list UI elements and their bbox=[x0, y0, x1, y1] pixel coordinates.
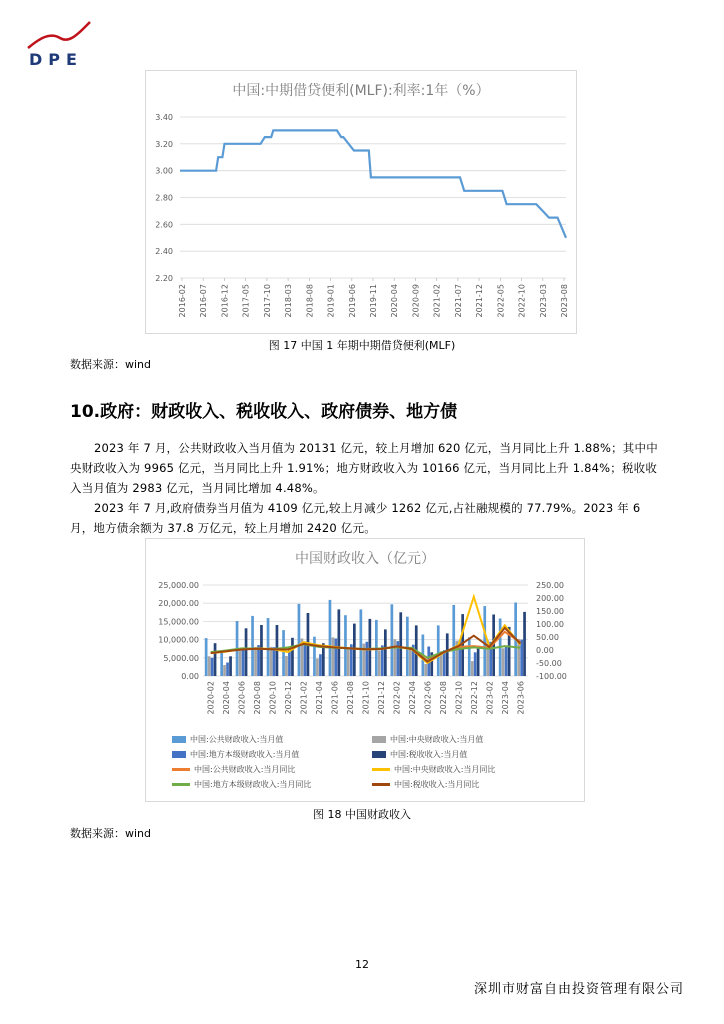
bar bbox=[505, 646, 508, 676]
x-tick-label: 2020-04 bbox=[390, 284, 400, 318]
x-tick-label: 2020-10 bbox=[268, 681, 278, 715]
fiscal-revenue-chart-svg bbox=[146, 539, 584, 801]
bar bbox=[332, 637, 335, 676]
y-right-tick-label: -50.00 bbox=[536, 659, 562, 668]
y-tick-label: 2.40 bbox=[155, 247, 173, 257]
x-tick-label: 2022-10 bbox=[454, 681, 464, 715]
legend-item bbox=[372, 734, 483, 745]
mlf-rate-chart bbox=[145, 70, 577, 334]
x-tick-label: 2021-07 bbox=[453, 284, 463, 318]
x-tick-label: 2022-06 bbox=[423, 681, 433, 715]
y-right-tick-label: 50.00 bbox=[536, 633, 559, 642]
bar bbox=[344, 615, 347, 676]
bar bbox=[313, 637, 316, 676]
y-left-tick-label: 0.00 bbox=[181, 672, 199, 681]
bar bbox=[424, 664, 427, 676]
x-tick-label: 2021-08 bbox=[346, 681, 356, 715]
x-tick-label: 2021-02 bbox=[299, 681, 309, 715]
y-tick-label: 2.80 bbox=[155, 193, 173, 203]
chart-title: 中国财政收入（亿元） bbox=[295, 551, 435, 567]
legend-item bbox=[372, 749, 467, 760]
bar bbox=[502, 648, 505, 676]
bar bbox=[282, 630, 285, 676]
legend-item bbox=[172, 764, 295, 775]
y-right-tick-label: 250.00 bbox=[536, 581, 564, 590]
bar bbox=[437, 625, 440, 676]
figure-18-source: 数据来源：wind bbox=[70, 827, 152, 840]
bar bbox=[285, 656, 288, 676]
legend-item bbox=[172, 749, 299, 760]
x-tick-label: 2016-12 bbox=[220, 284, 230, 318]
x-tick-label: 2023-02 bbox=[485, 681, 495, 715]
bar bbox=[399, 612, 402, 676]
y-tick-label: 3.00 bbox=[155, 166, 173, 176]
x-tick-label: 2016-02 bbox=[178, 284, 187, 318]
x-tick-label: 2023-08 bbox=[560, 284, 569, 318]
legend-line-swatch bbox=[372, 768, 390, 771]
y-left-tick-label: 10,000.00 bbox=[158, 635, 199, 645]
figure-18-caption: 图 18 中国财政收入 bbox=[313, 808, 411, 821]
x-tick-label: 2022-12 bbox=[469, 681, 479, 715]
y-right-tick-label: 200.00 bbox=[536, 594, 564, 603]
x-tick-label: 2022-08 bbox=[438, 681, 448, 715]
section-title: 10.政府：财政收入、税收收入、政府债券、地方债 bbox=[70, 402, 458, 422]
legend-line-swatch bbox=[172, 768, 190, 771]
bar bbox=[347, 647, 350, 676]
x-tick-label: 2020-02 bbox=[206, 681, 216, 715]
bar bbox=[229, 656, 232, 676]
bar bbox=[242, 648, 245, 676]
company-logo-text: DPE bbox=[29, 50, 83, 69]
y-left-tick-label: 25,000.00 bbox=[158, 581, 199, 590]
y-right-tick-label: 100.00 bbox=[536, 620, 564, 629]
bar bbox=[329, 600, 332, 676]
fiscal-revenue-chart bbox=[145, 538, 585, 802]
bar bbox=[391, 604, 394, 676]
x-tick-label: 2022-10 bbox=[517, 284, 527, 318]
x-tick-label: 2021-02 bbox=[432, 284, 442, 318]
bar bbox=[214, 643, 217, 676]
bar bbox=[298, 604, 301, 676]
x-tick-label: 2020-04 bbox=[222, 681, 232, 715]
y-tick-label: 3.20 bbox=[155, 139, 173, 149]
legend-label: 中国:税收收入:当月值 bbox=[390, 750, 468, 759]
x-tick-label: 2019-11 bbox=[369, 284, 378, 318]
x-tick-label: 2022-04 bbox=[407, 681, 417, 715]
x-tick-label: 2020-08 bbox=[253, 681, 263, 715]
y-right-tick-label: 150.00 bbox=[536, 607, 564, 616]
bar bbox=[304, 641, 307, 676]
legend-label: 中国:中央财政收入:当月同比 bbox=[394, 765, 496, 774]
bar bbox=[291, 638, 294, 676]
x-tick-label: 2017-05 bbox=[241, 284, 251, 318]
page-number: 12 bbox=[355, 958, 369, 971]
bar bbox=[446, 633, 449, 676]
bar bbox=[477, 646, 480, 676]
bar bbox=[226, 663, 229, 677]
y-tick-label: 2.60 bbox=[155, 220, 173, 230]
y-tick-label: 2.20 bbox=[155, 274, 173, 283]
mlf-rate-chart-svg bbox=[146, 71, 576, 333]
y-left-tick-label: 15,000.00 bbox=[158, 617, 199, 627]
bar bbox=[316, 659, 319, 677]
footer-company-name: 深圳市财富自由投资管理有限公司 bbox=[473, 982, 684, 997]
bar bbox=[468, 637, 471, 676]
x-tick-label: 2023-06 bbox=[516, 681, 526, 715]
y-left-tick-label: 5,000.00 bbox=[163, 653, 199, 663]
legend-item bbox=[372, 764, 495, 775]
bar bbox=[239, 649, 242, 676]
mlf-rate-line bbox=[180, 130, 566, 237]
legend-bar-swatch bbox=[172, 751, 186, 758]
x-tick-label: 2016-07 bbox=[199, 284, 209, 318]
bar bbox=[443, 650, 446, 676]
x-tick-label: 2021-10 bbox=[361, 681, 371, 715]
bar bbox=[220, 652, 223, 676]
bar bbox=[474, 652, 477, 676]
bar bbox=[409, 648, 412, 676]
legend-bar-swatch bbox=[372, 751, 386, 758]
y-right-tick-label: -100.00 bbox=[536, 672, 567, 681]
x-tick-label: 2019-06 bbox=[347, 284, 357, 318]
figure-17-caption: 图 17 中国 1 年期中期借贷便利(MLF) bbox=[268, 339, 456, 352]
x-tick-label: 2023-04 bbox=[500, 681, 510, 715]
x-tick-label: 2021-12 bbox=[376, 681, 386, 715]
bar bbox=[254, 647, 257, 676]
bar bbox=[360, 609, 363, 676]
legend-bar-swatch bbox=[172, 736, 186, 743]
bar bbox=[205, 638, 208, 676]
legend-item bbox=[172, 779, 311, 790]
bar bbox=[251, 616, 254, 676]
x-tick-label: 2018-08 bbox=[305, 284, 315, 318]
bar bbox=[288, 650, 291, 676]
bar bbox=[208, 656, 211, 676]
legend-line-swatch bbox=[172, 783, 190, 786]
bar bbox=[267, 618, 270, 676]
legend-label: 中国:税收收入:当月同比 bbox=[394, 780, 480, 789]
bar bbox=[319, 654, 322, 676]
y-right-tick-label: 0.00 bbox=[536, 646, 554, 655]
x-tick-label: 2017-10 bbox=[262, 284, 272, 318]
y-left-tick-label: 20,000.00 bbox=[158, 599, 199, 609]
bar bbox=[394, 639, 397, 676]
legend-label: 中国:公共财政收入:当月同比 bbox=[194, 765, 296, 774]
bar bbox=[211, 658, 214, 676]
legend-line-swatch bbox=[372, 783, 390, 786]
x-tick-label: 2021-06 bbox=[330, 681, 340, 715]
legend-label: 中国:公共财政收入:当月值 bbox=[190, 735, 284, 744]
legend-item bbox=[372, 779, 479, 790]
bar bbox=[338, 609, 341, 676]
bar bbox=[452, 605, 455, 676]
x-tick-label: 2020-09 bbox=[411, 284, 421, 318]
bar bbox=[483, 606, 486, 676]
x-tick-label: 2019-01 bbox=[326, 284, 336, 318]
bar bbox=[378, 651, 381, 677]
x-tick-label: 2020-06 bbox=[237, 681, 247, 715]
y-tick-label: 3.40 bbox=[155, 113, 173, 122]
x-tick-label: 2023-03 bbox=[538, 284, 548, 318]
bar bbox=[406, 617, 409, 676]
bar bbox=[471, 661, 474, 676]
bar bbox=[520, 640, 523, 676]
bar bbox=[223, 665, 226, 676]
paragraph-fiscal-revenue: 2023 年 7 月，公共财政收入当月值为 20131 亿元，较上月增加 620 亿元，当月同比上升 1.88%；其中中央财政收入为 9965 亿元，当月同比上升 1.91%；地方财政收入为 10166 亿元，当月同比上升 1.84%；税收收入当月值为 2983 亿元，当月同比增加 4.48%。 bbox=[70, 441, 658, 495]
x-tick-label: 2021-04 bbox=[315, 681, 325, 715]
bar bbox=[366, 642, 369, 676]
bar bbox=[381, 645, 384, 676]
paragraph-government-bonds: 2023 年 7 月,政府债券当月值为 4109 亿元,较上月减少 1262 亿元,占社融规模的 77.79%。2023 年 6 月，地方债余额为 37.8 万亿元，较上月增加 2420 亿元。 bbox=[70, 501, 641, 535]
bar bbox=[245, 628, 248, 676]
legend-item bbox=[172, 734, 283, 745]
bar bbox=[369, 619, 372, 676]
bar bbox=[335, 639, 338, 677]
x-tick-label: 2018-03 bbox=[284, 284, 294, 318]
x-tick-label: 2020-12 bbox=[284, 681, 294, 715]
legend-label: 中国:地方本级财政收入:当月同比 bbox=[194, 780, 312, 789]
chart-title: 中国:中期借贷便利(MLF):利率:1年（%） bbox=[232, 83, 490, 99]
legend-label: 中国:中央财政收入:当月值 bbox=[390, 735, 484, 744]
x-tick-label: 2021-12 bbox=[475, 284, 485, 318]
bar bbox=[384, 629, 387, 676]
legend-bar-swatch bbox=[372, 736, 386, 743]
x-tick-label: 2022-02 bbox=[392, 681, 402, 715]
x-tick-label: 2022-05 bbox=[496, 284, 506, 318]
figure-17-source: 数据来源：wind bbox=[70, 358, 152, 371]
bar bbox=[260, 625, 263, 676]
bar bbox=[270, 647, 273, 676]
bar bbox=[353, 624, 356, 676]
legend-label: 中国:地方本级财政收入:当月值 bbox=[190, 750, 300, 759]
bar bbox=[523, 612, 526, 676]
bar bbox=[273, 647, 276, 676]
